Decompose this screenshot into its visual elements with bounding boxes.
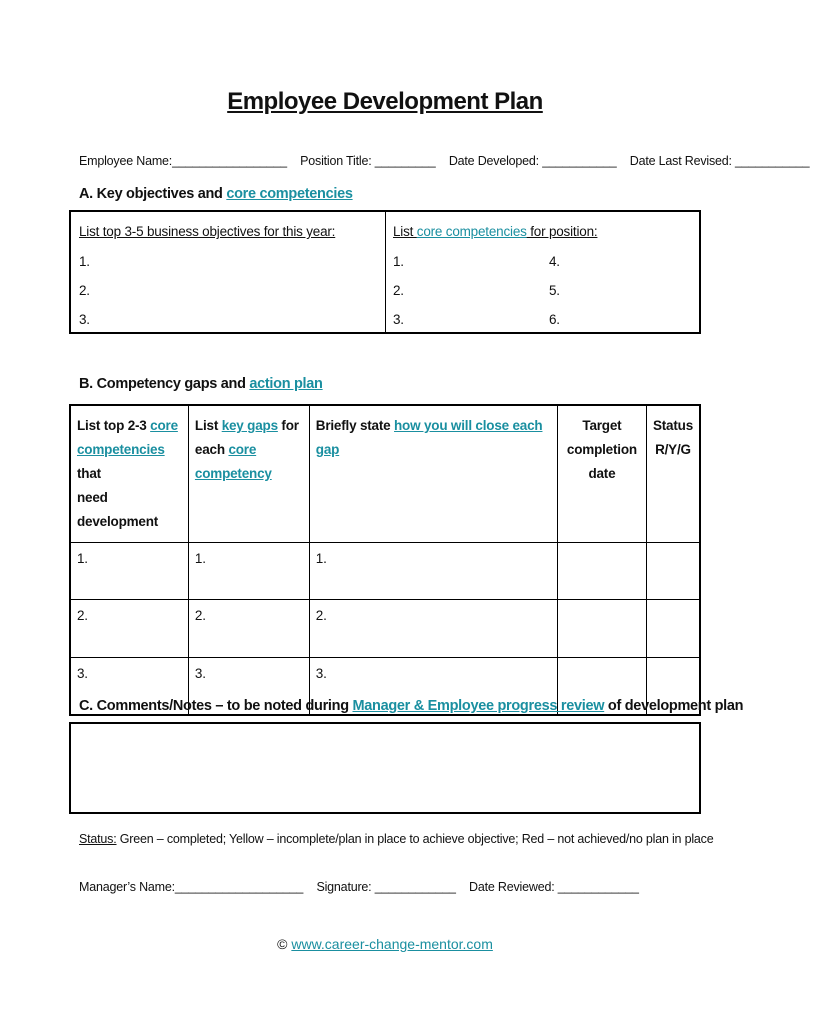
table-row <box>70 600 700 658</box>
footer <box>0 936 770 952</box>
col3-text: Briefly state <box>315 418 395 433</box>
status-label: Status <box>652 418 693 433</box>
competency-link[interactable]: competency <box>194 466 272 481</box>
manager-name-field[interactable]: Manager’s Name:___________________ <box>79 880 304 894</box>
employee-name-field[interactable]: Employee Name:_________________ <box>79 154 287 168</box>
table-header-row <box>70 405 700 543</box>
copyright-symbol: © <box>277 936 292 952</box>
table-cell[interactable]: 1. <box>309 543 557 600</box>
table-cell[interactable]: 3. <box>309 658 557 715</box>
table-cell[interactable]: 2. <box>188 600 309 658</box>
objective-item[interactable]: 1. <box>79 254 90 269</box>
col-header-target-date <box>557 405 646 543</box>
table-cell[interactable]: 2. <box>309 600 557 658</box>
table-cell[interactable]: 3. <box>70 658 188 715</box>
table-cell[interactable] <box>557 543 646 600</box>
table-cell[interactable]: 2. <box>70 600 188 658</box>
section-a-heading <box>79 186 353 202</box>
date-reviewed-field[interactable]: Date Reviewed: ____________ <box>469 880 639 894</box>
objectives-box <box>69 210 701 334</box>
table-cell[interactable]: 3. <box>188 658 309 715</box>
core-link[interactable]: core <box>228 442 257 457</box>
table-cell[interactable] <box>646 543 700 600</box>
key-gaps-link[interactable]: key gaps <box>221 418 278 433</box>
objective-item[interactable]: 2. <box>79 283 90 298</box>
objectives-header: List top 3-5 business objectives for this year: <box>79 224 336 239</box>
signature-field[interactable]: Signature: ____________ <box>316 880 456 894</box>
col-header-close-gap <box>309 405 557 543</box>
competency-item[interactable]: 6. <box>549 312 560 327</box>
section-c-heading-text: C. Comments/Notes – to be noted during <box>79 698 353 714</box>
signoff-fields <box>79 880 649 894</box>
col-header-key-gaps <box>188 405 309 543</box>
objectives-divider <box>385 212 386 332</box>
table-cell[interactable]: 1. <box>70 543 188 600</box>
section-c-heading-text: of development plan <box>604 698 744 714</box>
table-cell[interactable] <box>557 600 646 658</box>
page-title: Employee Development Plan <box>227 88 543 115</box>
core-competencies-link[interactable]: core competencies <box>416 224 527 239</box>
action-plan-link[interactable]: action plan <box>249 376 323 392</box>
col2-text: List <box>194 418 222 433</box>
section-b-heading-text: B. Competency gaps and <box>79 376 250 392</box>
core-competencies-link[interactable]: core competencies <box>226 186 353 202</box>
header-fields <box>79 154 810 168</box>
section-c-heading <box>79 698 743 714</box>
core-link[interactable]: core <box>150 418 178 433</box>
competencies-header <box>393 224 597 239</box>
position-title-field[interactable]: Position Title: _________ <box>300 154 436 168</box>
date-last-revised-field[interactable]: Date Last Revised: ___________ <box>629 154 810 168</box>
col2-text: each <box>194 442 229 457</box>
objective-item[interactable]: 3. <box>79 312 90 327</box>
website-link[interactable]: www.career-change-mentor.com <box>291 936 493 952</box>
competency-item[interactable]: 4. <box>549 254 560 269</box>
competency-item[interactable]: 1. <box>393 254 404 269</box>
competency-item[interactable]: 3. <box>393 312 404 327</box>
col1-text: List top 2-3 <box>77 418 151 433</box>
section-b-heading <box>79 376 323 392</box>
ryg-label: R/Y/G <box>655 442 691 457</box>
competencies-link[interactable]: competencies <box>77 442 165 457</box>
date-developed-field[interactable]: Date Developed: ___________ <box>448 154 617 168</box>
col-header-competencies <box>70 405 188 543</box>
col1-text: that <box>77 466 101 481</box>
progress-review-link[interactable]: Manager & Employee progress review <box>352 698 605 714</box>
status-legend <box>79 832 713 846</box>
table-cell[interactable] <box>646 600 700 658</box>
competencies-header-prefix: List <box>393 224 417 239</box>
close-gap-link[interactable]: how you will close each gap <box>315 418 543 457</box>
table-row <box>70 543 700 600</box>
col-header-status <box>646 405 700 543</box>
competency-gaps-table <box>69 404 701 716</box>
status-legend-label: Status: <box>79 832 117 846</box>
status-legend-text: Green – completed; Yellow – incomplete/plan in place to achieve objective; Red – not achieved/no plan in place <box>116 832 714 846</box>
completion-label: completion <box>566 442 637 457</box>
competency-item[interactable]: 2. <box>393 283 404 298</box>
competencies-header-suffix: for position: <box>526 224 598 239</box>
col2-text: for <box>277 418 299 433</box>
comments-box[interactable] <box>69 722 701 814</box>
target-label: Target <box>582 418 622 433</box>
competency-item[interactable]: 5. <box>549 283 560 298</box>
section-a-heading-text: A. Key objectives and <box>79 186 227 202</box>
col1-text: need development <box>77 490 159 529</box>
table-cell[interactable]: 1. <box>188 543 309 600</box>
date-label: date <box>588 466 616 481</box>
